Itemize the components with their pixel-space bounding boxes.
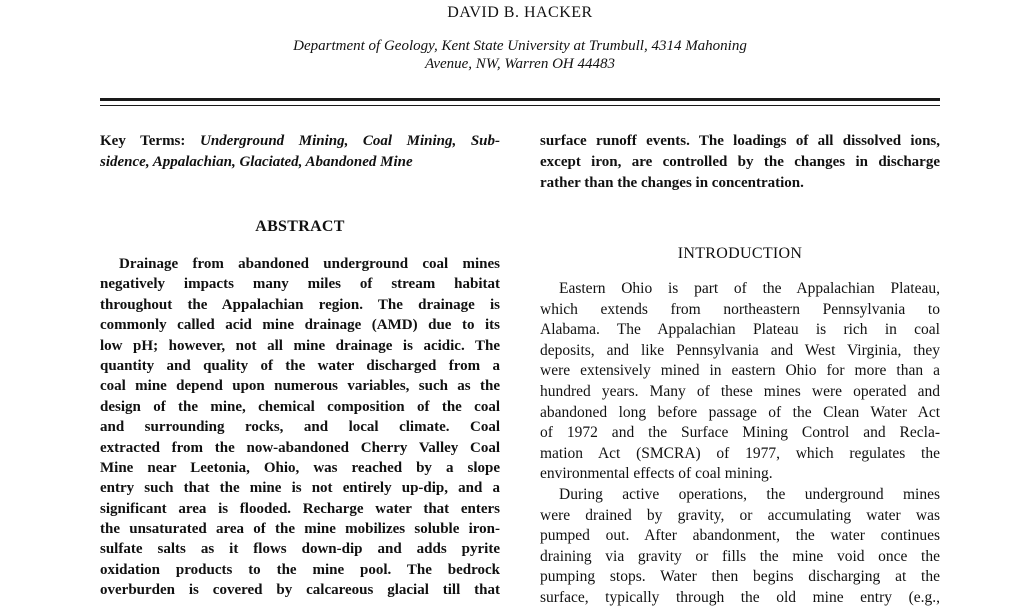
abstract-line: design of the mine, chemical composition of the coal (100, 398, 500, 415)
abstract-line: negatively impacts many miles of stream habitat (100, 276, 500, 293)
author-affiliation (0, 37, 1024, 73)
header-rule-thin (100, 105, 940, 106)
intro-line: draining via gravity or fills the mine void once the (540, 547, 940, 565)
intro-line: abandoned long before passage of the Clean Water Act (540, 403, 940, 421)
abstract-line: sulfate salts as it flows down-dip and adds pyrite (100, 541, 500, 558)
intro-line: mation Act (SMCRA) of 1977, which regulates the (540, 444, 940, 462)
abstract-line: low pH; however, not all mine drainage is acidic. The (100, 337, 500, 354)
abstract-line: except iron, are controlled by the changes in discharge (540, 154, 940, 170)
abstract-continuation (540, 131, 940, 194)
intro-line: hundred years. Many of these mines were operated and (540, 382, 940, 400)
intro-line: deposits, and like Pennsylvania and West Virginia, they (540, 341, 940, 359)
abstract-heading: ABSTRACT (255, 218, 345, 235)
intro-line: surface, typically through the old mine entry (e.g., (540, 588, 940, 606)
header-rule-thick (100, 98, 940, 101)
abstract-line: rather than the changes in concentration. (540, 175, 804, 191)
key-terms-list: sidence, Appalachian, Glaciated, Abandoned Mine (100, 154, 413, 170)
intro-line: were drained by gravity, or accumulating water was (540, 506, 940, 524)
introduction-heading: INTRODUCTION (677, 245, 803, 262)
abstract-line: commonly called acid mine drainage (AMD) due to its (100, 317, 500, 334)
intro-line: environmental effects of coal mining. (540, 465, 773, 483)
key-terms (100, 131, 500, 173)
introduction-body (540, 279, 940, 609)
abstract-line: significant area is flooded. Recharge water that enters (100, 500, 500, 517)
intro-line: Eastern Ohio is part of the Appalachian Plateau, (559, 280, 940, 297)
key-terms-label: Key Terms: (100, 133, 186, 149)
abstract-line: extracted from the now-abandoned Cherry Valley Coal (100, 439, 500, 456)
intro-line: pumped out. After abandonment, the water continues (540, 527, 940, 545)
affiliation-line: Department of Geology, Kent State University at Trumbull, 4314 Mahoning (293, 38, 747, 54)
key-terms-list: Underground Mining, Coal Mining, Sub- (199, 133, 501, 149)
abstract-line: entry such that the mine is not entirely up-dip, and a (100, 480, 500, 497)
abstract-line: oxidation products to the mine pool. The bedrock (100, 561, 500, 578)
intro-line: During active operations, the underground mines (559, 485, 940, 503)
abstract-line: surface runoff events. The loadings of all dissolved ions, (540, 133, 940, 149)
abstract-line: Drainage from abandoned underground coal mines (119, 256, 500, 272)
abstract-line: the unsaturated area of the mine mobilizes soluble iron- (100, 521, 500, 538)
abstract-body (100, 254, 500, 601)
abstract-line: overburden is covered by calcareous glacial till that (100, 582, 500, 599)
intro-line: of 1972 and the Surface Mining Control and Recla- (540, 424, 940, 442)
intro-line: were extensively mined in eastern Ohio for more than a (540, 362, 940, 380)
intro-line: pumping stops. Water then begins discharging at the (540, 568, 940, 586)
abstract-line: and surrounding rocks, and local climate. Coal (100, 419, 500, 436)
intro-line: which extends from northeastern Pennsylvania to (540, 300, 940, 318)
abstract-line: throughout the Appalachian region. The drainage is (100, 296, 500, 313)
author-name: DAVID B. HACKER (447, 4, 593, 21)
abstract-line: coal mine depend upon numerous variables, such as the (100, 378, 500, 395)
affiliation-line: Avenue, NW, Warren OH 44483 (425, 56, 615, 72)
abstract-line: Mine near Leetonia, Ohio, was reached by a slope (100, 459, 500, 476)
abstract-line: quantity and quality of the water discharged from a (100, 357, 500, 374)
intro-line: Alabama. The Appalachian Plateau is rich in coal (540, 321, 940, 339)
